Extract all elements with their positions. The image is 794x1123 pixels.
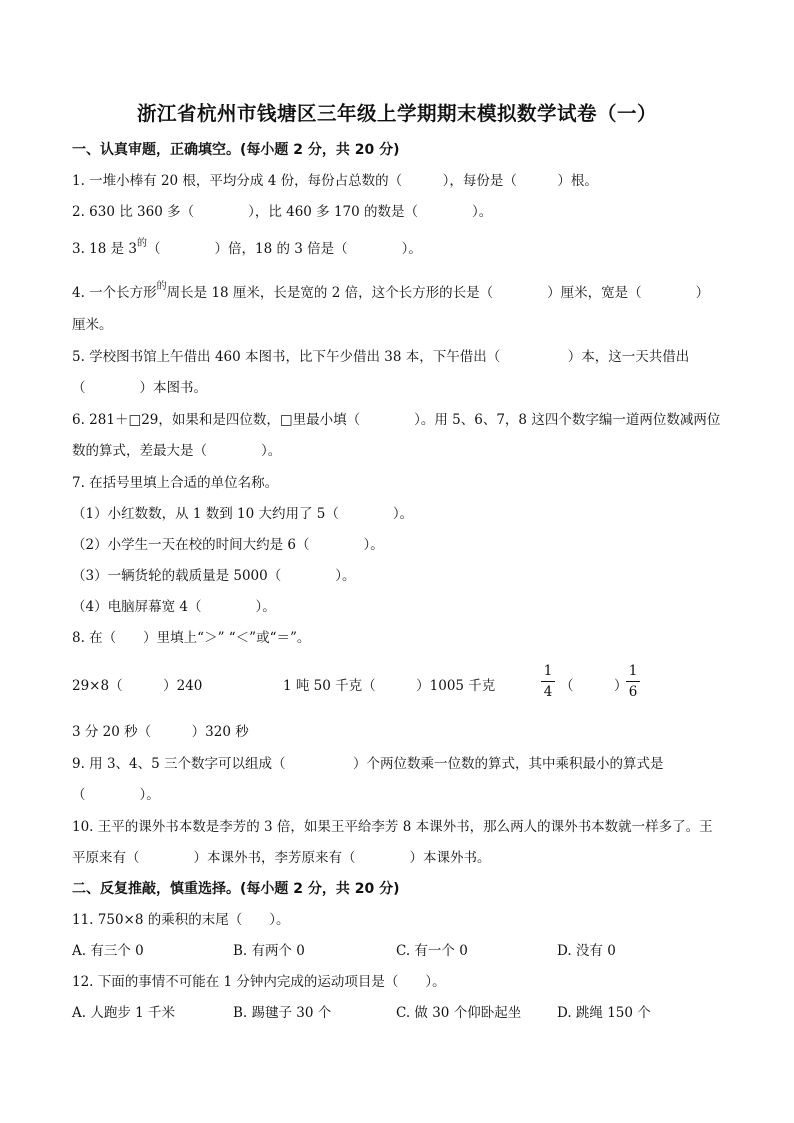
fraction-numerator: 1 [543,663,553,679]
question-3-part-a: 3. 18 是 3 [72,241,138,257]
fraction-bar [541,681,555,682]
question-11-option-a[interactable]: A. 有三个 0 [72,943,144,959]
question-5-cont: （ ）本图书。 [72,380,207,396]
fraction-numerator: 1 [628,663,638,679]
question-4-sup: 的 [156,281,167,292]
question-5: 5. 学校图书馆上午借出 460 本图书，比下午少借出 38 本，下午借出（ ）本，这一天共借出 [72,349,690,365]
question-9: 9. 用 3、4、5 三个数字可以组成（ ）个两位数乘一位数的算式，其中乘积最小的算式是 [72,756,664,772]
question-11-option-c[interactable]: C. 有一个 0 [396,943,468,959]
question-3-part-b: （ ）倍，18 的 3 倍是（ ）。 [147,241,422,257]
question-12-option-d[interactable]: D. 跳绳 150 个 [557,1005,651,1021]
question-8-compare-3-blank: （ ） [560,678,628,694]
fraction-one-sixth [626,663,640,700]
fraction-denominator: 6 [628,684,638,700]
question-7-item: （1）小红数数，从 1 数到 10 大约用了 5（ ）。 [72,506,414,522]
question-7-item: （2）小学生一天在校的时间大约是 6（ ）。 [72,537,384,553]
question-2: 2. 630 比 360 多（ ），比 460 多 170 的数是（ ）。 [72,204,493,220]
question-12-stem: 12. 下面的事情不可能在 1 分钟内完成的运动项目是（ ）。 [72,974,446,990]
question-12-option-b[interactable]: B. 踢毽子 30 个 [233,1005,332,1021]
question-7-item: （4）电脑屏幕宽 4（ ）。 [72,599,276,615]
question-12-option-c[interactable]: C. 做 30 个仰卧起坐 [396,1005,522,1021]
question-3-sup: 的 [137,238,148,249]
question-4 [72,281,710,304]
question-11-option-b[interactable]: B. 有两个 0 [233,943,305,959]
question-8-stem: 8. 在（ ）里填上“＞” “＜”或“＝”。 [72,630,311,646]
question-4-cont: 厘米。 [72,317,113,333]
question-11-option-d[interactable]: D. 没有 0 [557,943,616,959]
fraction-bar [626,681,640,682]
question-12-option-a[interactable]: A. 人跑步 1 千米 [72,1005,176,1021]
question-6: 6. 281＋□29，如果和是四位数，□里最小填（ ）。用 5、6、7，8 这四个数字编一道两位数减两位 [72,412,721,428]
exam-title: 浙江省杭州市钱塘区三年级上学期期末模拟数学试卷（一） [136,102,657,125]
question-8-compare-2: 1 吨 50 千克（ ）1005 千克 [283,678,496,694]
question-1: 1. 一堆小棒有 20 根，平均分成 4 份，每份占总数的（ ），每份是（ ）根。 [72,173,598,189]
question-9-cont: （ ）。 [72,787,160,803]
question-10: 10. 王平的课外书本数是李芳的 3 倍，如果王平给李芳 8 本课外书，那么两人的课外书本数就一样多了。王 [72,819,713,835]
question-8-compare-4: 3 分 20 秒（ ）320 秒 [72,724,249,740]
fraction-denominator: 4 [543,684,553,700]
question-10-cont: 平原来有（ ）本课外书，李芳原来有（ ）本课外书。 [72,850,491,866]
question-7-stem: 7. 在括号里填上合适的单位名称。 [72,475,279,491]
question-4-part-a: 4. 一个长方形 [72,285,157,301]
section-1-heading: 一、认真审题，正确填空。(每小题 2 分，共 20 分) [72,142,400,158]
question-3 [72,240,422,260]
fraction-one-quarter [541,663,555,700]
question-7-item: （3）一辆货轮的载质量是 5000（ ）。 [72,568,356,584]
question-11-stem: 11. 750×8 的乘积的末尾（ ）。 [72,912,290,928]
question-6-cont: 数的算式，差最大是（ ）。 [72,443,282,459]
question-8-compare-1: 29×8（ ）240 [72,678,203,694]
section-2-heading: 二、反复推敲，慎重选择。(每小题 2 分，共 20 分) [72,881,400,897]
question-4-part-b: 周长是 18 厘米，长是宽的 2 倍，这个长方形的长是（ ）厘米，宽是（ ） [166,285,710,301]
